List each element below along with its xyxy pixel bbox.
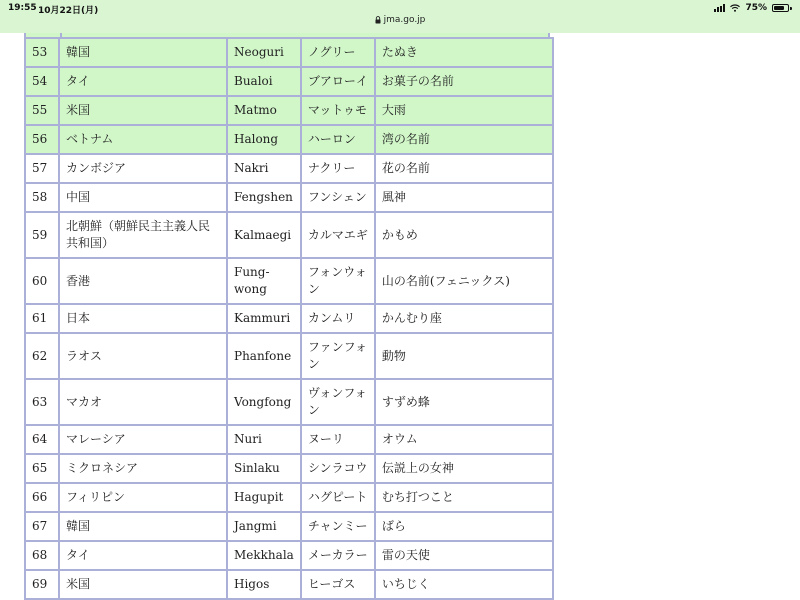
table-row	[25, 212, 553, 258]
row-name-en: Higos	[227, 570, 301, 599]
row-name-ja: ハーロン	[301, 125, 375, 154]
row-country: 韓国	[59, 512, 227, 541]
row-country: ラオス	[59, 333, 227, 379]
row-name-en: Phanfone	[227, 333, 301, 379]
row-name-ja: ファンフォン	[301, 333, 375, 379]
row-number: 57	[25, 154, 59, 183]
row-name-ja: カンムリ	[301, 304, 375, 333]
row-number: 61	[25, 304, 59, 333]
table-row	[25, 96, 553, 125]
table-row	[25, 425, 553, 454]
row-meaning: 大雨	[375, 96, 553, 125]
row-meaning: むち打つこと	[375, 483, 553, 512]
row-country: ミクロネシア	[59, 454, 227, 483]
row-country: 香港	[59, 258, 227, 304]
lock-icon	[375, 16, 381, 24]
status-bar	[0, 0, 800, 33]
row-number: 62	[25, 333, 59, 379]
row-meaning: 雷の天使	[375, 541, 553, 570]
table-row	[25, 258, 553, 304]
row-country: タイ	[59, 541, 227, 570]
table-row	[25, 154, 553, 183]
row-meaning: 湾の名前	[375, 125, 553, 154]
row-name-en: Matmo	[227, 96, 301, 125]
row-name-ja: シンラコウ	[301, 454, 375, 483]
row-name-ja: ヌーリ	[301, 425, 375, 454]
table-row	[25, 570, 553, 599]
row-name-en: Vongfong	[227, 379, 301, 425]
table-row	[25, 183, 553, 212]
battery-percent: 75%	[745, 3, 767, 13]
row-name-ja: ヴォンフォン	[301, 379, 375, 425]
row-meaning: かんむり座	[375, 304, 553, 333]
table-row	[25, 379, 553, 425]
row-name-ja: マットゥモ	[301, 96, 375, 125]
row-name-en: Kalmaegi	[227, 212, 301, 258]
row-country: マカオ	[59, 379, 227, 425]
table-row	[25, 454, 553, 483]
status-date: 10月22日(月)	[38, 6, 99, 16]
row-country: マレーシア	[59, 425, 227, 454]
row-name-ja: メーカラー	[301, 541, 375, 570]
row-name-en: Bualoi	[227, 67, 301, 96]
row-number: 60	[25, 258, 59, 304]
row-name-ja: チャンミー	[301, 512, 375, 541]
row-name-en: Nuri	[227, 425, 301, 454]
row-number: 68	[25, 541, 59, 570]
wifi-icon	[730, 4, 740, 12]
row-name-en: Kammuri	[227, 304, 301, 333]
row-country: 米国	[59, 96, 227, 125]
row-meaning: たぬき	[375, 38, 553, 67]
row-number: 53	[25, 38, 59, 67]
row-name-ja: カルマエギ	[301, 212, 375, 258]
row-number: 55	[25, 96, 59, 125]
row-meaning: すずめ蜂	[375, 379, 553, 425]
table-row	[25, 38, 553, 67]
row-meaning: 動物	[375, 333, 553, 379]
row-name-ja: ナクリー	[301, 154, 375, 183]
row-name-ja: フォンウォン	[301, 258, 375, 304]
row-name-en: Sinlaku	[227, 454, 301, 483]
table-row	[25, 67, 553, 96]
status-time: 19:55	[8, 3, 37, 13]
row-number: 54	[25, 67, 59, 96]
row-meaning: 伝説上の女神	[375, 454, 553, 483]
row-name-en: Fung-wong	[227, 258, 301, 304]
row-meaning: お菓子の名前	[375, 67, 553, 96]
table-row	[25, 125, 553, 154]
table-row	[25, 541, 553, 570]
row-number: 63	[25, 379, 59, 425]
row-name-ja: フンシェン	[301, 183, 375, 212]
row-number: 64	[25, 425, 59, 454]
row-number: 67	[25, 512, 59, 541]
address-bar[interactable]	[0, 15, 800, 25]
row-meaning: オウム	[375, 425, 553, 454]
table-row	[25, 483, 553, 512]
row-name-en: Fengshen	[227, 183, 301, 212]
row-country: 北朝鮮（朝鮮民主主義人民共和国）	[59, 212, 227, 258]
row-meaning: いちじく	[375, 570, 553, 599]
row-meaning: ばら	[375, 512, 553, 541]
row-country: カンボジア	[59, 154, 227, 183]
row-number: 59	[25, 212, 59, 258]
row-name-en: Mekkhala	[227, 541, 301, 570]
row-country: ベトナム	[59, 125, 227, 154]
row-name-en: Nakri	[227, 154, 301, 183]
status-indicators	[714, 3, 792, 13]
row-number: 69	[25, 570, 59, 599]
row-meaning: 風神	[375, 183, 553, 212]
row-number: 58	[25, 183, 59, 212]
row-name-en: Hagupit	[227, 483, 301, 512]
table-row	[25, 304, 553, 333]
row-meaning: 花の名前	[375, 154, 553, 183]
row-name-ja: ノグリー	[301, 38, 375, 67]
row-country: 中国	[59, 183, 227, 212]
row-number: 56	[25, 125, 59, 154]
row-number: 66	[25, 483, 59, 512]
row-country: 韓国	[59, 38, 227, 67]
row-name-en: Halong	[227, 125, 301, 154]
table-row	[25, 512, 553, 541]
row-country: 日本	[59, 304, 227, 333]
row-meaning: かもめ	[375, 212, 553, 258]
row-number: 65	[25, 454, 59, 483]
row-name-en: Jangmi	[227, 512, 301, 541]
row-name-ja: ブアローイ	[301, 67, 375, 96]
row-name-ja: ヒーゴス	[301, 570, 375, 599]
battery-icon	[772, 4, 792, 12]
row-name-en: Neoguri	[227, 38, 301, 67]
row-meaning: 山の名前(フェニックス)	[375, 258, 553, 304]
row-country: 米国	[59, 570, 227, 599]
url-text: jma.go.jp	[383, 15, 426, 25]
typhoon-names-table	[24, 37, 554, 600]
cellular-signal-icon	[714, 4, 725, 12]
row-country: フィリピン	[59, 483, 227, 512]
table-row	[25, 333, 553, 379]
row-name-ja: ハグピート	[301, 483, 375, 512]
table-body	[25, 38, 553, 599]
row-country: タイ	[59, 67, 227, 96]
